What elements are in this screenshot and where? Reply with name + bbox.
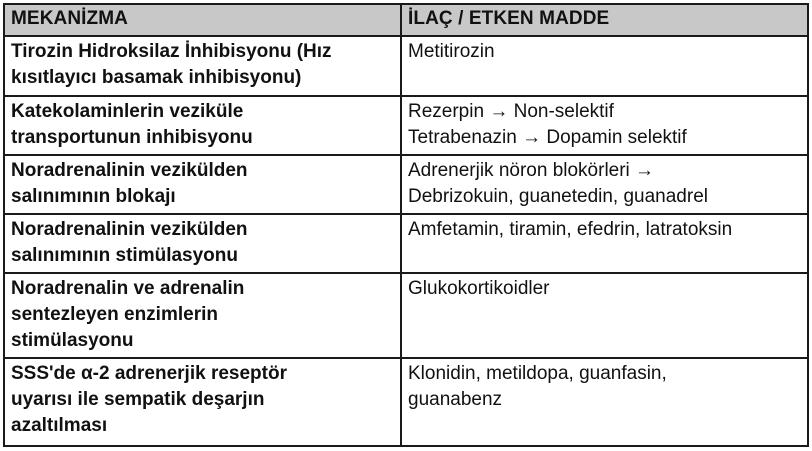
drug-cell: [401, 96, 808, 155]
drug-text: Glukokortikoidler: [408, 278, 550, 300]
drug-text: Metitirozin: [408, 41, 495, 62]
drug-cell: [401, 273, 808, 358]
mechanism-drug-table-container: [3, 3, 807, 447]
mechanism-text: salınımının blokajı: [11, 186, 176, 208]
drug-text: Tetrabenazin → Dopamin selektif: [408, 127, 687, 149]
mechanism-cell: [4, 214, 401, 273]
drug-text: Amfetamin, tiramin, efedrin, latratoksin: [408, 219, 733, 241]
drug-cell: [401, 155, 808, 214]
drug-text: Adrenerjik nöron blokörleri →: [408, 160, 655, 182]
mechanism-text: Noradrenalin ve adrenalin: [11, 278, 245, 300]
mechanism-text: Noradrenalinin vezikülden: [11, 160, 248, 182]
mechanism-text: sentezleyen enzimlerin: [11, 304, 218, 326]
drug-cell: [401, 358, 808, 446]
mechanism-cell: [4, 36, 401, 96]
mechanism-drug-table: [3, 3, 809, 447]
table-header-row: [4, 4, 808, 36]
mechanism-cell: [4, 273, 401, 358]
mechanism-text: kısıtlayıcı basamak inhibisyonu): [11, 67, 302, 88]
drug-cell: [401, 36, 808, 96]
header-mechanism: MEKANİZMA: [4, 4, 401, 36]
mechanism-cell: [4, 155, 401, 214]
mechanism-text: Noradrenalinin vezikülden: [11, 219, 248, 241]
mechanism-text: Tirozin Hidroksilaz İnhibisyonu (Hız: [11, 41, 332, 62]
mechanism-text: SSS'de α-2 adrenerjik reseptör: [11, 363, 287, 385]
table-row: [4, 358, 808, 446]
mechanism-text: uyarısı ile sempatik deşarjın: [11, 389, 265, 411]
drug-text: Rezerpin → Non-selektif: [408, 101, 614, 123]
mechanism-text: salınımının stimülasyonu: [11, 245, 238, 267]
drug-text: guanabenz: [408, 389, 503, 411]
drug-cell: [401, 214, 808, 273]
mechanism-cell: [4, 358, 401, 446]
drug-text: Debrizokuin, guanetedin, guanadrel: [408, 186, 708, 208]
mechanism-text: transportunun inhibisyonu: [11, 127, 253, 149]
mechanism-cell: [4, 96, 401, 155]
header-drug: İLAÇ / ETKEN MADDE: [401, 4, 808, 36]
table-row: [4, 155, 808, 214]
mechanism-text: stimülasyonu: [11, 330, 134, 352]
mechanism-text: azaltılması: [11, 415, 108, 437]
table-row: [4, 214, 808, 273]
mechanism-text: Katekolaminlerin veziküle: [11, 101, 244, 123]
drug-text: Klonidin, metildopa, guanfasin,: [408, 363, 667, 385]
table-row: [4, 36, 808, 96]
table-row: [4, 273, 808, 358]
table-row: [4, 96, 808, 155]
